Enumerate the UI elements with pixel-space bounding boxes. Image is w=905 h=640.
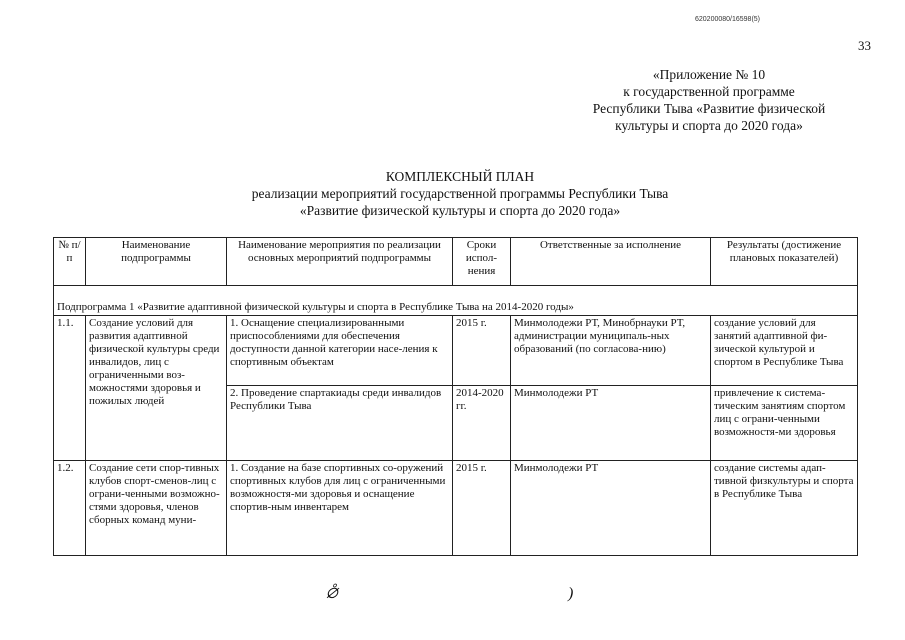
appendix-line: Республики Тыва «Развитие физической [592,101,826,116]
header-num: № п/п [54,238,86,286]
document-stamp: 620200080/16598(5) [695,16,761,23]
handwritten-mark: ) [568,585,574,602]
header-event: Наименование мероприятия по реализации основных мероприятий подпрограммы [227,238,453,286]
row-event: 2. Проведение спартакиады среди инвалидов Республики Тыва [227,386,453,461]
row-event: 1. Создание на базе спортивных со-оружений спортивных клубов для лиц с ограниченными возможностя-ми здоровья и оснащение спортив-ным инвентарем [227,461,453,556]
row-term: 2015 г. [453,461,511,556]
row-num: 1.2. [54,461,86,556]
plan-table [53,237,858,556]
row-num: 1.1. [54,316,86,461]
appendix-line: «Приложение № 10 [652,67,766,82]
table-row [54,461,858,556]
header-term: Сроки испол-нения [453,238,511,286]
title-line-2: реализации мероприятий государственной программы Республики Тыва [251,186,669,201]
header-results: Результаты (достижение плановых показателей) [711,238,858,286]
row-responsible: Минмолодежи РТ [511,386,711,461]
row-subprogram: Создание сети спор-тивных клубов спорт-сменов-лиц с ограни-ченными возможно-стями здоровья, членов сборных команд муни- [86,461,227,556]
handwritten-mark: ⦲ [326,585,338,602]
header-responsible: Ответственные за исполнение [511,238,711,286]
row-result: создание условий для занятий адаптивной фи-зической культурой и спортом в Республике Тыва [711,316,858,386]
row-result: привлечение к система-тическим занятиям спортом лиц с ограни-ченными возможностя-ми здоровья [711,386,858,461]
row-term: 2015 г. [453,316,511,386]
table-row [54,316,858,386]
appendix-line: к государственной программе [623,84,795,99]
row-event: 1. Оснащение специализированными приспособлениями для обеспечения доступности данной категории насе-ления к спортивным объектам [227,316,453,386]
title-line-1: КОМПЛЕКСНЫЙ ПЛАН [385,169,535,184]
subprogram-title: Подпрограмма 1 «Развитие адаптивной физической культуры и спорта в Республике Тыва на 2014-2020 годы» [54,286,858,316]
appendix-header [549,66,869,134]
row-subprogram: Создание условий для развития адаптивной физической культуры среди инвалидов, лиц с ограниченными воз-можностями здоровья и пожилых людей [86,316,227,461]
appendix-line: культуры и спорта до 2020 года» [615,118,803,133]
header-subprogram: Наименование подпрограммы [86,238,227,286]
row-responsible: Минмолодежи РТ [511,461,711,556]
title-line-3: «Развитие физической культуры и спорта до 2020 года» [299,203,621,218]
row-term: 2014-2020 гг. [453,386,511,461]
table-header-row [54,238,858,286]
page-number: 33 [858,38,871,53]
subprogram-row [54,286,858,316]
row-result: создание системы адап-тивной физкультуры и спорта в Республике Тыва [711,461,858,556]
row-responsible: Минмолодежи РТ, Минобрнауки РТ, администрации муниципаль-ных образований (по согласова-нию) [511,316,711,386]
plan-title [200,168,720,219]
